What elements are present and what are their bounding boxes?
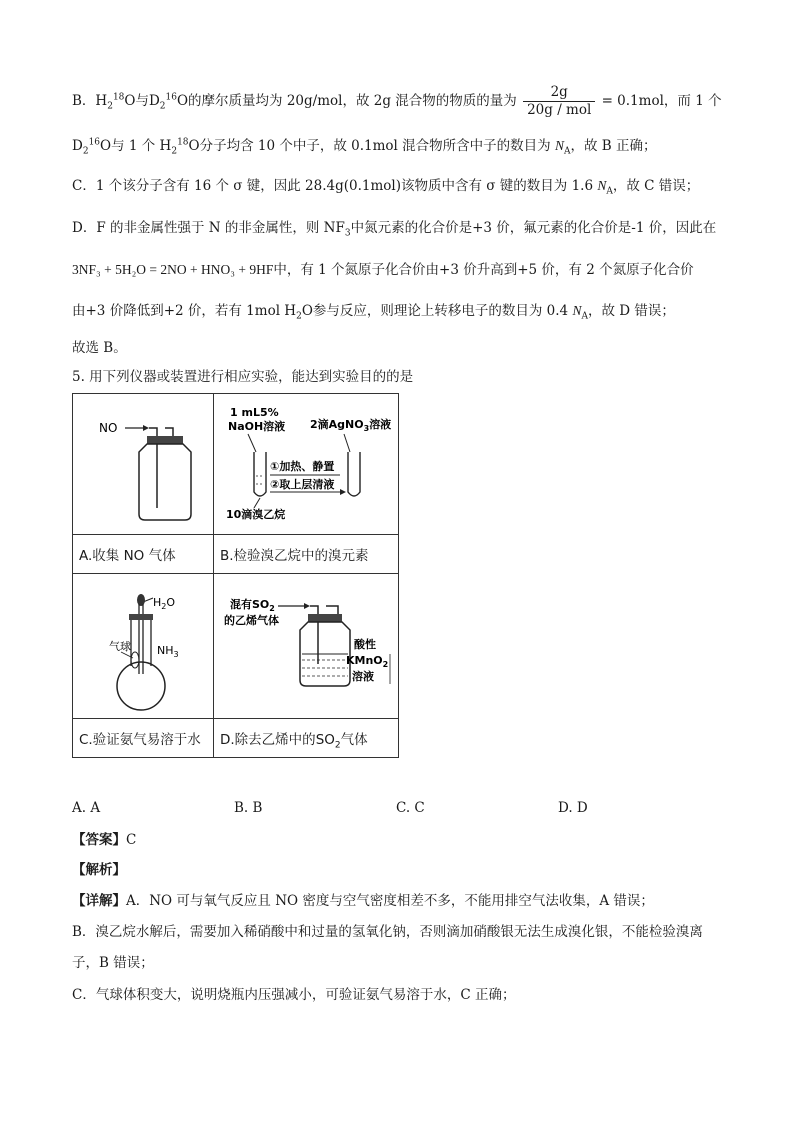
answer-tag: 【答案】 [72,832,126,848]
figure-a-cell [73,394,214,535]
question-stem: 5. 用下列仪器或装置进行相应实验，能达到实验目的的是 [72,369,414,385]
solution-b-line-2: $D_2^{16}O$与 1 个 $H_2^{18}O$分子均含 10 个中子，故 0.1mol 混合物所含中子的数目为 $N_A$，故 B 正确； [72,137,657,157]
option-c[interactable]: C. C [396,800,425,816]
caption-d: D.除去乙烯中的$SO_2$气体 [214,719,399,758]
gas-bottle [139,444,191,520]
caption-a: A.收集 NO 气体 [73,535,214,574]
figure-b-cell [214,394,399,535]
flask-neck [131,614,151,666]
caption-c: C.验证氨气易溶于水 [73,719,214,758]
wash-bottle-figure [214,574,398,714]
balloon-icon [131,652,139,668]
option-b[interactable]: B. B [234,800,263,816]
dropper-bulb [137,594,145,606]
kmno4-label: KMnO$_2$ [346,654,389,669]
solution-d-line-2: 3NF₃ + 5H₂O = 2NO + HNO₃ + 9HF中，有 1 个氮原子化合价由+3 价升高到+5 价，有 2 个氮原子化合价 [72,262,694,278]
reaction-equation: 3NF₃ + 5H₂O = 2NO + HNO₃ + 9HF [72,262,274,277]
solution-c-line: C．1 个该分子含有 16 个 σ 键，因此 28.4g(0.1mol)该物质中含有 σ 键的数目为 1.6 $N_A$，故 C 错误； [72,178,700,197]
molar-fraction: $\frac{2g}{\text{20g / mol}}$ [523,84,595,119]
option-a[interactable]: A. A [72,800,101,816]
analysis-tag: 【解析】 [72,862,126,878]
agno3-label: 2滴AgNO$_3$溶液 [310,418,392,433]
svg-text:的乙烯气体: 的乙烯气体 [224,614,279,627]
svg-text:NaOH溶液: NaOH溶液 [228,420,286,433]
detail-tag: 【详解】 [72,893,126,909]
svg-text:②取上层清液: ②取上层清液 [270,478,335,491]
answer-options [72,800,632,820]
fountain-flask-figure [73,574,213,714]
svg-text:气球: 气球 [109,640,131,653]
nh3-label: $NH_3$ [157,644,179,659]
figure-c-cell [73,574,214,719]
no-gas-label: NO [99,421,118,435]
solution-d-line-3: 由+3 价降低到+2 价，若有 1mol $H_2O$参与反应，则理论上转移电子的数目为 0.4 $N_A$，故 D 错误； [72,303,675,322]
left-test-tube [254,452,266,496]
svg-text:溶液: 溶液 [352,670,374,683]
answer-line [72,830,136,850]
answer-value: C [126,832,137,848]
option-d[interactable]: D. D [558,800,588,816]
detail-b-line-2: 子，B 错误； [72,955,154,971]
svg-text:1 mL5%: 1 mL5% [230,406,279,419]
solution-b-line-1: B．$H_2^{18}O$与$D_2^{16}O$的摩尔质量均为 20g/mol，故 2g 混合物的物质的量为 $\frac{2g}{\text{20g / mol}}$ = 0.1mol，而 1 个 [72,84,722,118]
figure-d-cell [214,574,399,719]
apparatus-table [72,393,399,758]
svg-text:10滴溴乙烷: 10滴溴乙烷 [226,508,286,521]
stopper [147,436,183,444]
detail-c-line: C．气球体积变大，说明烧瓶内压强减小，可验证氨气易溶于水，C 正确； [72,987,516,1003]
round-flask [117,662,165,710]
detail-b-line-1: B．溴乙烷水解后，需要加入稀硝酸中和过量的氢氧化钠，否则滴加硝酸银无法生成溴化银，不能检验溴离 [72,924,703,940]
test-tube-figure [214,394,398,530]
arrow-head [143,425,149,431]
solution-d-line-1: D．F 的非金属性强于 N 的非金属性，则 $NF_3$中氮元素的化合价是+3 价，氟元素的化合价是-1 价，因此在 [72,220,717,239]
bottle-stopper [308,614,342,622]
detail-a-line: 【详解】A．NO 可与氧气反应且 NO 密度与空气密度相差不多，不能用排空气法收集，A 错误； [72,893,654,909]
conclusion-line: 故选 B。 [72,340,127,356]
gas-mix-label: 混有$SO_2$ [230,598,275,613]
right-test-tube [348,452,360,496]
caption-b: B.检验溴乙烷中的溴元素 [214,535,399,574]
svg-text:酸性: 酸性 [354,638,376,651]
svg-text:①加热、静置: ①加热、静置 [270,460,335,473]
gas-bottle-figure [73,394,213,530]
h2o-label: $H_2O$ [153,596,176,611]
